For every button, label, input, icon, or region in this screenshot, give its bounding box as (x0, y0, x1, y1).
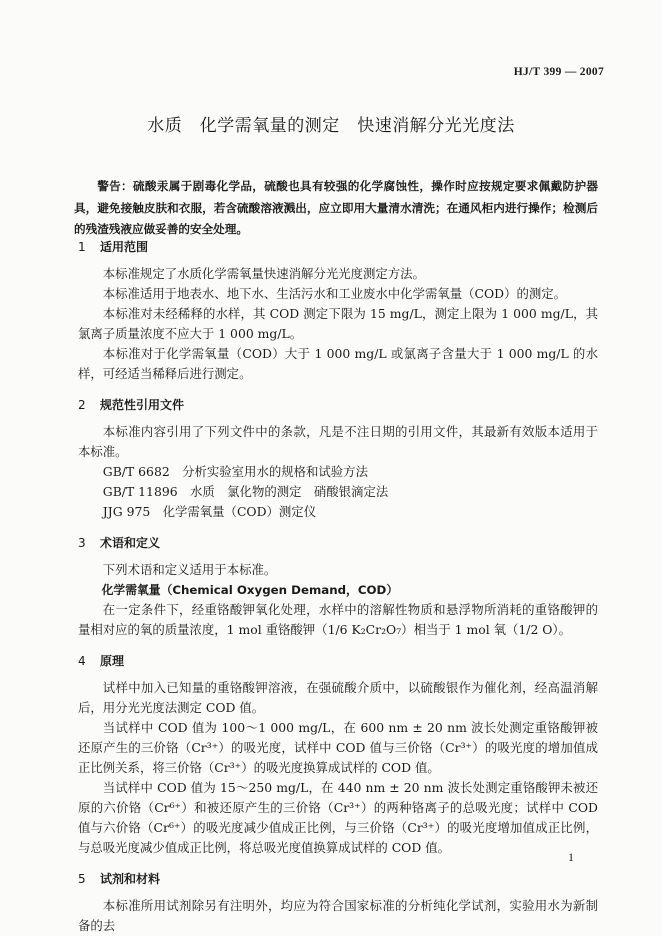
section-heading-normative-references (78, 394, 598, 416)
paragraph: 本标准对于化学需氧量（COD）大于 1 000 mg/L 或氯离子含量大于 1 000 mg/L 的水样，可经适当稀释后进行测定。 (78, 346, 598, 381)
section-title: 规范性引用文件 (100, 398, 185, 412)
section-number: 3 (78, 536, 86, 550)
paragraph: 当试样中 COD 值为 15～250 mg/L，在 440 nm ± 20 nm 波长处测定重铬酸钾未被还原的六价铬（Cr⁶⁺）和被还原产生的三价铬（Cr³⁺）的两种铬离子的总吸光度；试样中 COD 值与六价铬（Cr⁶⁺）的吸光度减少值成正比例，与三价铬（Cr³⁺）的吸光度增加值成正比例，与总吸光度减少值成正比例，将总吸光度值换算成试样的 COD 值。 (78, 780, 598, 855)
paragraph: 本标准内容引用了下列文件中的条款，凡是不注日期的引用文件，其最新有效版本适用于本标准。 (78, 424, 598, 459)
reference-item: JJG 975 化学需氧量（COD）测定仪 (102, 504, 317, 519)
section-number: 2 (78, 398, 86, 412)
section-title: 试剂和材料 (100, 872, 161, 886)
paragraph: 当试样中 COD 值为 100～1 000 mg/L，在 600 nm ± 20 nm 波长处测定重铬酸钾被还原产生的三价铬（Cr³⁺）的吸光度，试样中 COD 值与三价铬（Cr³⁺）的吸光度的增加值成正比例关系，将三价铬（Cr³⁺）的吸光度换算成试样的 COD 值。 (78, 720, 598, 775)
paragraph: 试样中加入已知量的重铬酸钾溶液，在强硫酸介质中，以硫酸银作为催化剂，经高温消解后，用分光光度法测定 COD 值。 (78, 680, 598, 715)
section-number: 5 (78, 872, 86, 886)
section-number: 4 (78, 654, 86, 668)
paragraph: 本标准对未经稀释的水样，其 COD 测定下限为 15 mg/L，测定上限为 1 000 mg/L，其氯离子质量浓度不应大于 1 000 mg/L。 (78, 306, 598, 341)
standard-code: HJ/T 399 — 2007 (513, 66, 604, 78)
document-body (78, 236, 598, 936)
section-title: 术语和定义 (100, 536, 161, 550)
reference-item: GB/T 6682 分析实验室用水的规格和试验方法 (102, 464, 368, 479)
paragraph: 本标准适用于地表水、地下水、生活污水和工业废水中化学需氧量（COD）的测定。 (102, 286, 567, 301)
document-title: 水质 化学需氧量的测定 快速消解分光光度法 (147, 116, 515, 136)
section-number: 1 (78, 240, 86, 254)
section-heading-scope (78, 236, 598, 258)
section-heading-reagents (78, 868, 598, 890)
term-heading: 化学需氧量（Chemical Oxygen Demand，COD） (101, 583, 399, 597)
term-definition: 在一定条件下，经重铬酸钾氧化处理，水样中的溶解性物质和悬浮物所消耗的重铬酸钾的量相对应的氧的质量浓度，1 mol 重铬酸钾（1/6 K₂Cr₂O₇）相当于 1 mol 氧（1/2 O）。 (78, 602, 598, 637)
section-title: 原理 (100, 654, 125, 668)
section-heading-terms (78, 532, 598, 554)
section-heading-principle (78, 650, 598, 672)
paragraph: 下列术语和定义适用于本标准。 (102, 562, 277, 577)
page-number: 1 (568, 850, 574, 864)
reference-item: GB/T 11896 水质 氯化物的测定 硝酸银滴定法 (102, 484, 389, 499)
warning-paragraph: 警告：硫酸汞属于剧毒化学品，硫酸也具有较强的化学腐蚀性，操作时应按规定要求佩戴防护器具，避免接触皮肤和衣服，若含硫酸溶液溅出，应立即用大量清水清洗；在通风柜内进行操作；检测后的残渣残液应做妥善的安全处理。 (74, 179, 598, 236)
paragraph: 本标准规定了水质化学需氧量快速消解分光光度测定方法。 (102, 266, 425, 281)
paragraph: 本标准所用试剂除另有注明外，均应为符合国家标准的分析纯化学试剂，实验用水为新制备的去 (78, 898, 598, 933)
section-title: 适用范围 (100, 240, 149, 254)
